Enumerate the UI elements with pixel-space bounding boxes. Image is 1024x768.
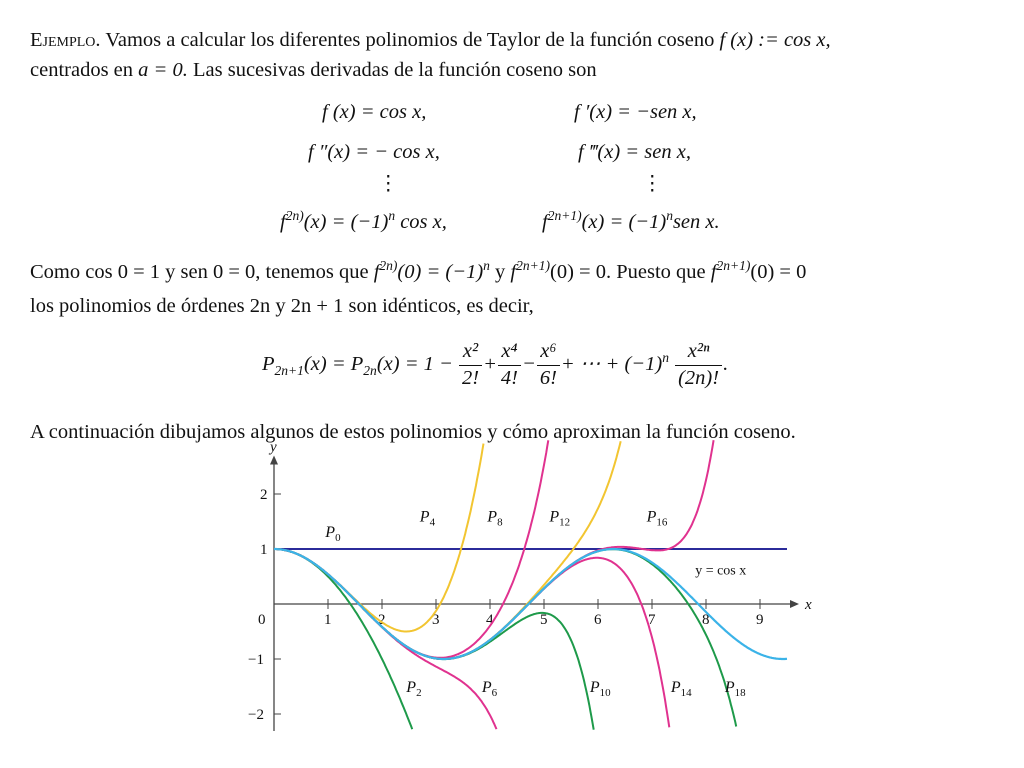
series-p18: [274, 549, 736, 727]
series-p4: [274, 444, 484, 632]
label-p10: $P_{10}$: [589, 679, 611, 699]
x-tick-label: 4: [486, 612, 494, 628]
x-axis-label: x: [805, 597, 812, 613]
series-p2: [274, 549, 412, 729]
x-tick-label: 6: [594, 612, 602, 628]
label-p16: $P_{16}$: [646, 508, 668, 529]
x-tick-label: 3: [432, 612, 440, 628]
y-axis-arrow: [270, 456, 278, 465]
series-p6: [274, 549, 497, 729]
x-axis-arrow: [790, 600, 799, 608]
vdots-left: ⋮: [378, 173, 399, 195]
x-tick-label: 9: [756, 612, 764, 628]
para2-line-1: Como cos 0 = 1 y sen 0 = 0, tenemos que $f^{2n)}(0) = (-1)^n$ y $f^{2n+1)}(0) = 0$. Puesto que $f^{2n+1)}(0) = 0$: [30, 258, 807, 283]
y-tick-label: 1: [260, 542, 268, 558]
intro-line-1: [30, 28, 831, 53]
series-p10: [274, 549, 594, 730]
label-p12: $P_{12}$: [549, 508, 571, 529]
derivative-f2: f ″(x) = − cos x,: [308, 141, 440, 163]
intro-text-3: Las sucesivas derivadas de la función coseno son: [193, 59, 597, 81]
center-point: a = 0.: [138, 59, 188, 81]
function-definition: f (x) := cos x,: [719, 29, 831, 51]
y-tick-label: −1: [248, 652, 264, 668]
label-p8: $P_8$: [487, 508, 503, 529]
label-p2: $P_2$: [406, 679, 422, 699]
derivative-even-general: $f^{2n)}(x) = (-1)^n$ cos x,: [280, 208, 447, 233]
example-lead: Ejemplo.: [30, 29, 101, 51]
derivative-f1: f ′(x) = −sen x,: [574, 101, 697, 123]
x-tick-label: 5: [540, 612, 548, 628]
label-cos: y = cos x: [695, 563, 747, 579]
derivative-f3: f ‴(x) = sen x,: [578, 141, 691, 163]
derivative-f: f (x) = cos x,: [322, 101, 427, 123]
vdots-right: ⋮: [642, 173, 663, 195]
x-tick-label: 1: [324, 612, 332, 628]
series-p14: [274, 549, 669, 727]
y-tick-label: 2: [260, 487, 268, 503]
label-p14: $P_{14}$: [670, 679, 692, 699]
intro-text-1: Vamos a calcular los diferentes polinomios de Taylor de la función coseno: [105, 29, 715, 51]
y-axis-label: y: [270, 439, 277, 456]
label-p4: $P_4$: [419, 508, 436, 529]
intro-text-2: centrados en: [30, 59, 134, 81]
x-tick-label: 7: [648, 612, 656, 628]
derivative-odd-general: $f^{2n+1)}(x) = (-1)^nsen$ x.: [542, 208, 720, 233]
taylor-formula: $P_{2n+1}(x) = P_{2n}(x) = 1$ − $\frac{\text{x²}}{2!}$ + $\frac{\text{x⁴}}{4!}$ − $\frac{\text{x⁶}}{6!}$ + ⋯ + $(-1)^n$ $\frac{\text{x²ⁿ}}{(2n)!}$ .: [262, 340, 729, 389]
y-tick-label: −2: [248, 707, 264, 723]
intro-line-2: [30, 58, 597, 83]
label-p6: $P_6$: [481, 679, 498, 699]
para3: A continuación dibujamos algunos de estos polinomios y cómo aproximan la función coseno.: [30, 421, 796, 443]
label-p0: $P_0$: [325, 523, 341, 544]
label-p18: $P_{18}$: [724, 679, 746, 699]
x-tick-label: 2: [378, 612, 386, 628]
taylor-polynomials-chart: [230, 439, 812, 750]
para2-line-2: los polinomios de órdenes 2n y 2n + 1 son idénticos, es decir,: [30, 295, 534, 317]
x-tick-label: 8: [702, 612, 710, 628]
x-tick-label: 0: [258, 612, 266, 628]
